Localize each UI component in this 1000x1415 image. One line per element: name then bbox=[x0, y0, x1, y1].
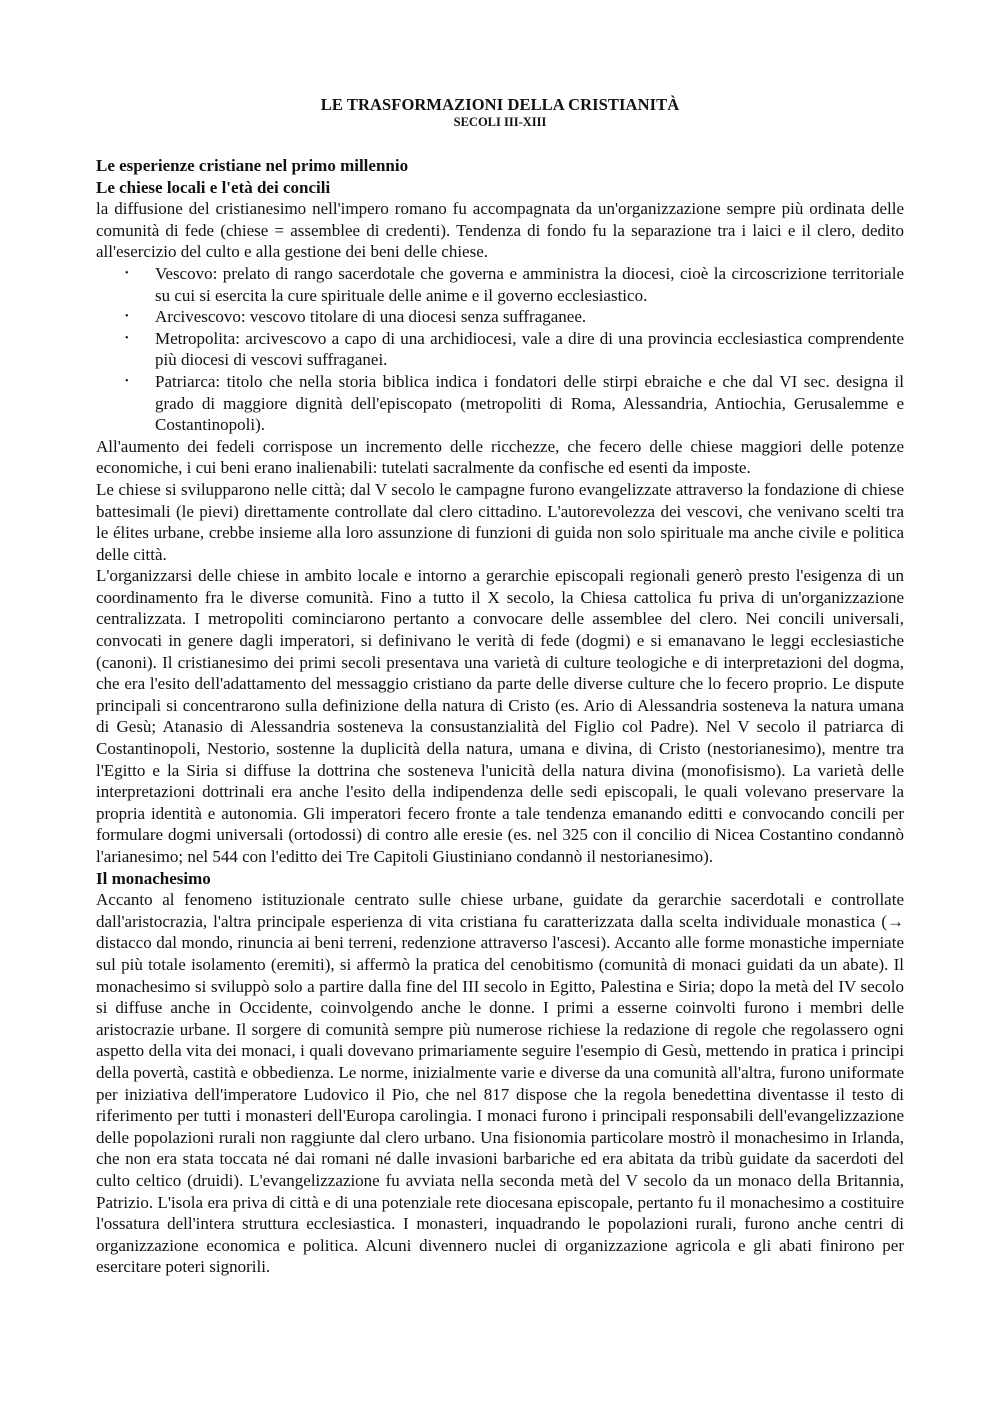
subsection-heading-monachesimo: Il monachesimo bbox=[96, 868, 211, 888]
title-block bbox=[0, 95, 1000, 130]
paragraph-monachesimo: Accanto al fenomeno istituzionale centrato sulle chiese urbane, guidate da gerarchie sacerdotali e controllate dall'aristocrazia, l'altra principale esperienza di vita cristiana fu caratterizzata dalla scelta individuale monastica (→ distacco dal mondo, rinuncia ai beni terreni, redenzione attraverso l'ascesi). Accanto alle forme monastiche imperniate sul più totale isolamento (eremiti), si affermò la pratica del cenobitismo (comunità di monaci guidati da un abate). Il monachesimo si sviluppò solo a partire dalla fine del III secolo in Egitto, Palestina e Siria; dopo la metà del IV secolo si diffuse anche in Occidente, coinvolgendo anche le donne. I primi a esserne coinvolti furono i membri delle aristocrazie urbane. Il sorgere di comunità sempre più numerose richiese la redazione di regole che regolassero ogni aspetto della vita dei monaci, i quali dovevano primariamente seguire l'esempio di Gesù, mettendo in pratica i principi della povertà, castità e obbedienza. Le norme, inizialmente varie e diverse da una comunità all'altra, furono uniformate per iniziativa dell'imperatore Ludovico il Pio, che nel 817 dispose che la regola benedettina diventasse il testo di riferimento per tutti i monasteri dell'Europa carolingia. I monaci furono i principali responsabili dell'evangelizzazione delle popolazioni rurali non raggiunte dal clero urbano. Una fisionomia particolare mostrò il monachesimo in Irlanda, che non era stata toccata né dai romani né dalle invasioni barbariche ed era abitata da tribù guidate da sacerdoti del culto celtico (druidi). L'evangelizzazione fu avviata nella seconda metà del V secolo da un monaco della Britannia, Patrizio. L'isola era priva di città e di una potenziale rete diocesana episcopale, pertanto fu il monachesimo a costituire l'ossatura dell'intera struttura ecclesiastica. I monasteri, inquadrando le popolazioni rurali, furono anche centri di organizzazione economica e politica. Alcuni divennero nuclei di organizzazione agricola e gli abati finirono per esercitare poteri signorili. bbox=[96, 890, 904, 1277]
document-subtitle: SECOLI III-XIII bbox=[453, 115, 547, 129]
paragraph-citta: Le chiese si svilupparono nelle città; dal V secolo le campagne furono evangelizzate attraverso la fondazione di chiese battesimali (le pievi) direttamente controllate dal clero cittadino. L'autorevolezza dei vescovi, che venivano scelti tra le élites urbane, crebbe insieme alla loro assunzione di funzioni di guida non solo spirituale ma anche civile e politica delle città. bbox=[96, 479, 904, 564]
list-item-metropolita bbox=[125, 328, 904, 371]
list-item-patriarca bbox=[125, 371, 904, 436]
list-item-text: Patriarca: titolo che nella storia biblica indica i fondatori delle stirpi ebraiche e che dal VI sec. designa il grado di maggiore dignità dell'episcopato (metropoliti di Roma, Alessandria, Antiochia, Gerusalemme e Costantinopoli). bbox=[155, 371, 904, 435]
document-title: LE TRASFORMAZIONI DELLA CRISTIANITÀ bbox=[320, 95, 680, 114]
intro-paragraph: la diffusione del cristianesimo nell'impero romano fu accompagnata da un'organizzazione sempre più ordinata delle comunità di fede (chiese = assemblee di credenti). Tendenza di fondo fu la separazione tra i laici e il clero, dedito all'esercizio del culto e alla gestione dei beni delle chiese. bbox=[96, 199, 904, 262]
section-heading: Le esperienze cristiane nel primo millennio bbox=[96, 156, 409, 175]
list-item-vescovo bbox=[125, 263, 904, 306]
document-body bbox=[96, 155, 904, 1278]
bullet-icon: • bbox=[125, 332, 129, 344]
bullet-icon: • bbox=[125, 311, 129, 323]
list-item-text: Arcivescovo: vescovo titolare di una diocesi senza suffraganee. bbox=[155, 307, 587, 327]
subsection-heading-chiese-locali: Le chiese locali e l'età dei concili bbox=[96, 177, 331, 197]
bullet-icon: • bbox=[125, 375, 129, 387]
paragraph-concili: L'organizzarsi delle chiese in ambito locale e intorno a gerarchie episcopali regionali generò presto l'esigenza di un coordinamento fra le diverse comunità. Fino a tutto il X secolo, la Chiesa cattolica fu priva di un'organizzazione centralizzata. I metropoliti cominciarono pertanto a convocare delle assemblee del clero. Nei concili universali, convocati in genere dagli imperatori, si definivano le verità di fede (dogmi) e si emanavano le leggi ecclesiastiche (canoni). Il cristianesimo dei primi secoli presentava una varietà di culture teologiche e di interpretazioni del dogma, che era l'esito dell'adattamento del messaggio cristiano da parte delle diverse culture che lo fecero proprio. Le dispute principali si concentrarono sulla definizione della natura di Cristo (es. Ario di Alessandria sosteneva la natura umana di Gesù; Atanasio di Alessandria sosteneva la consustanzialità del Figlio col Padre). Nel V secolo il patriarca di Costantinopoli, Nestorio, sostenne la duplicità della natura, umana e divina, di Cristo (nestorianesimo), mentre tra l'Egitto e la Siria si diffuse la dottrina che sosteneva l'unicità della natura divina (monofisismo). La varietà delle interpretazioni dottrinali era anche l'esito della indipendenza delle sedi episcopali, le quali volevano preservare la propria identità e autonomia. Gli imperatori fecero fronte a tale tendenza emanando editti e convocando concili per formulare dogmi universali (ortodossi) di contro alle eresie (es. nel 325 con il concilio di Nicea Costantino condannò l'arianesimo; nel 544 con l'editto dei Tre Capitoli Giustiniano condannò il nestorianesimo). bbox=[96, 566, 904, 866]
bullet-icon: • bbox=[125, 267, 129, 279]
definition-list bbox=[96, 263, 904, 436]
list-item-arcivescovo bbox=[125, 306, 904, 328]
paragraph-ricchezze: All'aumento dei fedeli corrispose un incremento delle ricchezze, che fecero delle chiese maggiori delle potenze economiche, i cui beni erano inalienabili: tutelati sacralmente da confische ed esenti da imposte. bbox=[96, 436, 904, 478]
list-item-text: Vescovo: prelato di rango sacerdotale che governa e amministra la diocesi, cioè la circoscrizione territoriale su cui si esercita la cure spirituale delle anime e il governo ecclesiastico. bbox=[155, 263, 904, 305]
list-item-text: Metropolita: arcivescovo a capo di una archidiocesi, vale a dire di una provincia ecclesiastica comprendente più diocesi di vescovi suffraganei. bbox=[155, 328, 904, 370]
